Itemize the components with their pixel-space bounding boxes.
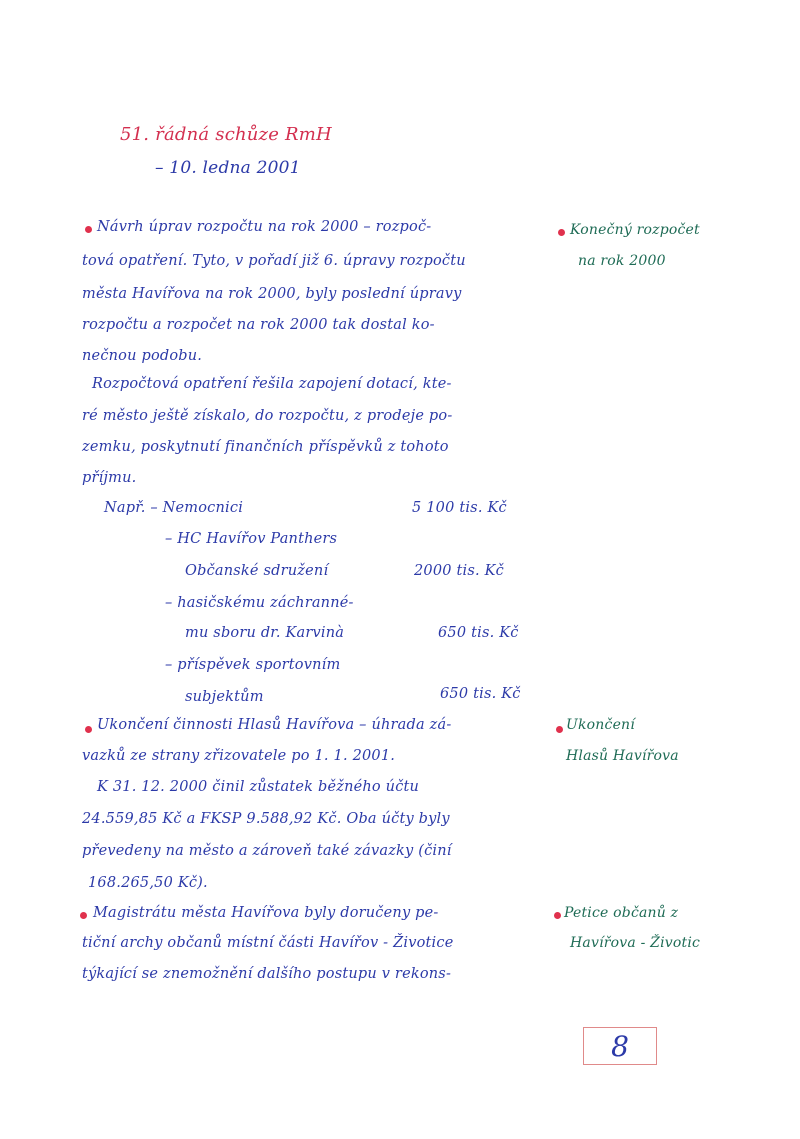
bullet-marker (80, 912, 87, 919)
margin-note: Hlasů Havířova (566, 748, 679, 764)
body-line: – HC Havířov Panthers (165, 531, 338, 547)
body-line: mu sboru dr. Karvinà (185, 625, 345, 641)
amount: 5 100 tis. Kč (412, 500, 507, 516)
body-line: vazků ze strany zřizovatele po 1. 1. 2001. (82, 748, 396, 764)
body-line: nečnou podobu. (82, 348, 203, 364)
body-line: zemku, poskytnutí finančních příspěvků z tohoto (82, 439, 449, 455)
body-line: ré město ještě získalo, do rozpočtu, z prodeje po- (82, 408, 453, 424)
bullet-marker (556, 726, 563, 733)
body-line: Ukončení činnosti Hlasů Havířova – úhrada zá- (97, 717, 452, 733)
body-line: 24.559,85 Kč a FKSP 9.588,92 Kč. Oba účty byly (82, 811, 450, 827)
body-line: Magistrátu města Havířova byly doručeny pe- (93, 905, 439, 921)
body-line: – hasičskému záchranné- (165, 595, 354, 611)
margin-note: Petice občanů z (564, 905, 679, 921)
page-title: 51. řádná schůze RmH (120, 124, 332, 145)
amount: 2000 tis. Kč (414, 563, 504, 579)
page-number: 8 (611, 1029, 629, 1063)
body-line: subjektům (185, 689, 264, 705)
bullet-marker (558, 229, 565, 236)
amount: 650 tis. Kč (440, 686, 521, 702)
margin-note: Konečný rozpočet (570, 222, 700, 238)
page-date: – 10. ledna 2001 (155, 158, 301, 178)
body-line: Návrh úprav rozpočtu na rok 2000 – rozpoč- (97, 219, 432, 235)
body-line: – příspěvek sportovním (165, 657, 341, 673)
amount: 650 tis. Kč (438, 625, 519, 641)
body-line: Občanské sdružení (185, 563, 329, 579)
body-line: tiční archy občanů místní části Havířov - Životice (82, 935, 454, 951)
margin-note: Ukončení (566, 717, 635, 733)
body-line: tová opatření. Tyto, v pořadí již 6. úpravy rozpočtu (82, 253, 466, 269)
bullet-marker (554, 912, 561, 919)
body-line: převedeny na město a zároveň také závazky (činí (82, 843, 452, 859)
margin-note: Havířova - Životic (570, 935, 701, 951)
bullet-marker (85, 226, 92, 233)
bullet-marker (85, 726, 92, 733)
body-line: příjmu. (82, 470, 137, 486)
body-line: 168.265,50 Kč). (88, 875, 208, 891)
page-number-box (583, 1027, 657, 1065)
body-line: Rozpočtová opatření řešila zapojení dotací, kte- (92, 376, 452, 392)
body-line: města Havířova na rok 2000, byly poslední úpravy (82, 286, 462, 302)
margin-note: na rok 2000 (578, 253, 666, 269)
body-line: týkající se znemožnění dalšího postupu v rekons- (82, 966, 452, 982)
body-line: rozpočtu a rozpočet na rok 2000 tak dostal ko- (82, 317, 435, 333)
body-line: K 31. 12. 2000 činil zůstatek běžného účtu (97, 779, 420, 795)
body-line: Např. – Nemocnici (104, 500, 244, 516)
